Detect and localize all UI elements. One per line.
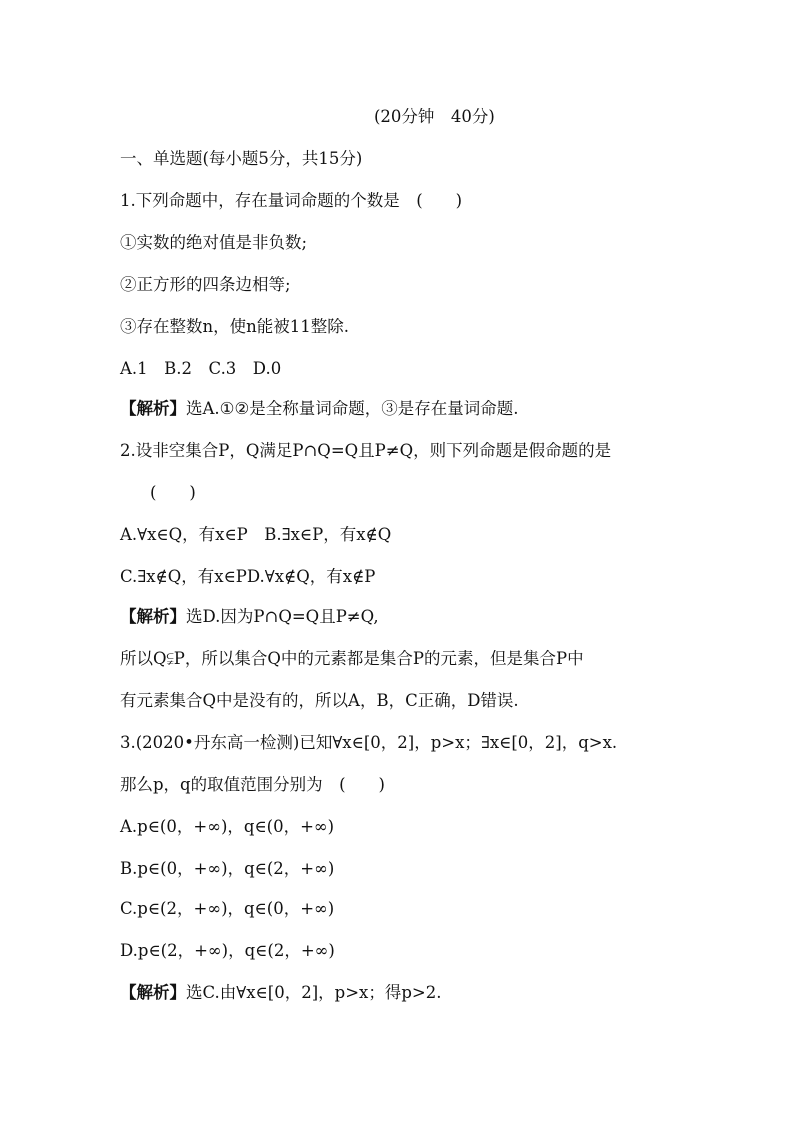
question-2-answer-paren: ( ) (150, 483, 196, 502)
question-1-options: A.1 B.2 C.3 D.0 (120, 359, 282, 378)
question-3-stem: 3.(2020•丹东高一检测)已知∀x∈[0，2]，p>x；∃x∈[0，2]，q>x. (120, 733, 618, 752)
analysis-tag: 【解析】 (120, 607, 186, 626)
question-3-option-a: A.p∈(0，+∞)，q∈(0，+∞) (120, 817, 335, 836)
question-1-statement-2: ②正方形的四条边相等; (120, 275, 291, 294)
question-2-options-cd: C.∃x∉Q，有x∈PD.∀x∉Q，有x∉P (120, 567, 376, 586)
time-score-header: (20分钟 40分) (374, 107, 495, 126)
question-2-analysis-line-2: 所以Q⫋P，所以集合Q中的元素都是集合P的元素，但是集合P中 (120, 649, 584, 668)
question-1-statement-3: ③存在整数n，使n能被11整除. (120, 317, 349, 336)
analysis-text: 选C.由∀x∈[0，2]，p>x；得p>2. (186, 983, 442, 1002)
question-1-statement-1: ①实数的绝对值是非负数; (120, 233, 308, 252)
question-2-options-ab: A.∀x∈Q，有x∈P B.∃x∈P，有x∉Q (120, 525, 392, 544)
question-2-analysis-line-3: 有元素集合Q中是没有的，所以A，B，C正确，D错误. (120, 691, 519, 710)
question-3-option-c: C.p∈(2，+∞)，q∈(0，+∞) (120, 899, 335, 918)
question-3-option-d: D.p∈(2，+∞)，q∈(2，+∞) (120, 941, 335, 960)
analysis-text: 选D.因为P∩Q=Q且P≠Q, (186, 607, 379, 626)
analysis-tag: 【解析】 (120, 399, 186, 418)
analysis-tag: 【解析】 (120, 983, 186, 1002)
question-1-stem: 1.下列命题中，存在量词命题的个数是 ( ) (120, 191, 463, 210)
question-3-analysis (120, 982, 734, 1004)
question-3-option-b: B.p∈(0，+∞)，q∈(2，+∞) (120, 859, 335, 878)
question-2-stem: 2.设非空集合P，Q满足P∩Q=Q且P≠Q，则下列命题是假命题的是 (120, 441, 612, 460)
question-1-analysis (120, 398, 734, 420)
question-2-analysis (120, 606, 734, 628)
section-heading: 一、单选题(每小题5分，共15分) (120, 149, 363, 168)
analysis-text: 选A.①②是全称量词命题，③是存在量词命题. (186, 399, 519, 418)
question-3-stem-line-2: 那么p，q的取值范围分别为 ( ) (120, 775, 385, 794)
